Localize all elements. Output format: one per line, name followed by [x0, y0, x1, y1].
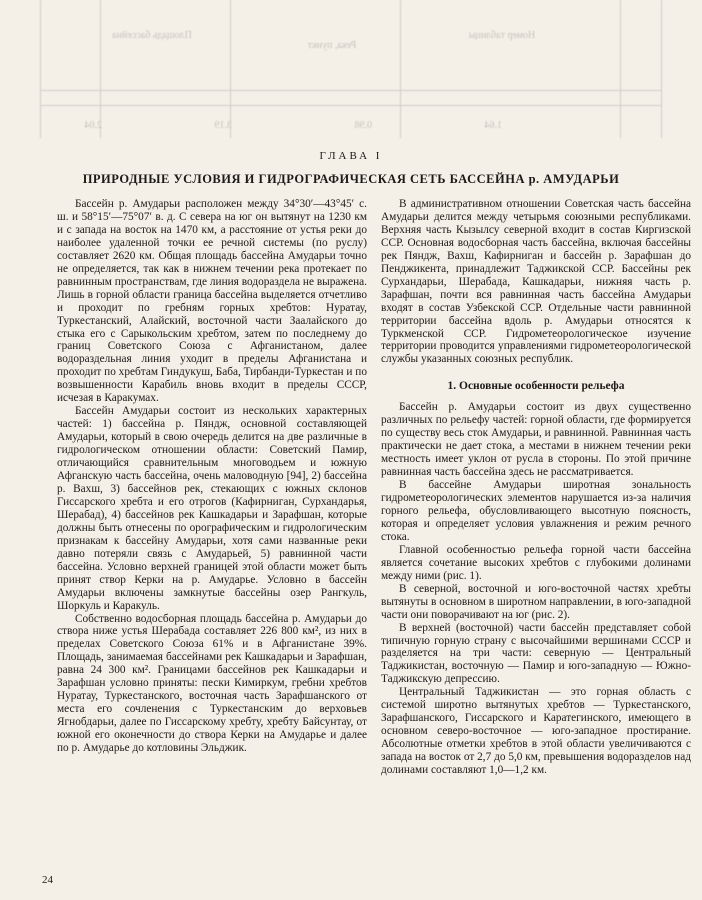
paragraph: В северной, восточной и юго-восточной частях хребты вытянуты в основном в широтном направлении, в юго-западной части они поворачивают на юг (рис. 2). [381, 582, 691, 621]
paragraph: Бассейн р. Амударьи состоит из двух существенно различных по рельефу частей: горной области, где формируется по существу весь сток Амударьи, и равнинной. Равнинная часть практически не дает стока, а местами в нижнем течении реки местность имеет уклон от русла в стороны. По этой причине равнинная часть бассейна здесь не рассматривается. [381, 401, 691, 479]
right-column [381, 198, 691, 777]
bleed-num: 3.19 [214, 120, 232, 131]
bleed-num: 2.04 [84, 120, 102, 131]
paragraph: Бассейн Амударьи состоит из нескольких характерных частей: 1) бассейна р. Пяндж, основной составляющей Амударьи, который в свою очередь делится на две различные в гидрологическом отношении области: Советский Памир, отличающийся сравнительным многоводьем и южную Афганскую часть бассейна, очень маловодную [94], 2) бассейна р. Вахш, 3) бассейнов рек, стекающих с южных склонов Гиссарского хребта и его отрогов (Кафирниган, Сурхандарья, Шерабад), 4) бассейнов рек Кашкадарьи и Зарафшан, которые должны быть отнесены по орографическим и гидрологическим признакам к бассейну Амударьи, хотя сами названные реки давно потеряли связь с Амударьей, 5) равнинной части бассейна. Условно верхней границей этой области может быть принят створ Керки на р. Амударье. Условно в бассейн Амударьи включены замкнутые бассейны озер Рангкуль, Шоркуль и Каракуль. [57, 405, 367, 612]
bleed-text: Река, пункт [307, 40, 357, 51]
paragraph: В административном отношении Советская часть бассейна Амударьи делится между четырьмя союзными республиками. Верхняя часть Кызылсу северной входит в состав Киргизской ССР. Основная водосборная часть бассейна, включая бассейны рек Пяндж, Вахш, Кафирниган и бассейн р. Зарафшан до Пенджикента, принадлежит Таджикской ССР. Бассейны рек Сурхандарьи, Шерабада, Кашкадарьи, нижняя часть р. Зарафшан, почти вся равнинная часть бассейна Амударьи входят в состав Узбекской ССР. Отдельные части равнинной территории бассейна вдоль р. Амударьи относятся к Туркменской ССР. Гидрометеорологическое изучение территории проводится управлениями гидрометеорологической службы указанных союзных республик. [381, 198, 691, 366]
paragraph: Главной особенностью рельефа горной части бассейна является сочетание высоких хребтов с глубокими долинами между ними (рис. 1). [381, 543, 691, 582]
paragraph: Центральный Таджикистан — это горная область с системой широтно вытянутых хребтов — Туркестанского, Зарафшанского, Гиссарского и Каратегинского, имеющего в основном северо-восточное — юго-западное простирание. Абсолютные отметки хребтов в этой области увеличиваются с запада на восток от 2,7 до 5,0 км, превышения водоразделов над долинами составляют 1,0—1,2 км. [381, 686, 691, 777]
left-column [57, 198, 367, 755]
paragraph: Бассейн р. Амударьи расположен между 34°30′—43°45′ с. ш. и 58°15′—75°07′ в. д. С севера на юг он вытянут на 1230 км и с запада на восток на 1470 км, а расстояние от устья реки до наиболее удаленной точки ее речной системы (по руслу) составляет 2620 км. Общая площадь бассейна Амударьи точно не определяется, так как в нижнем течении река протекает по равнинным пространствам, где линия водораздела не выражена. Лишь в горной области граница бассейна выделяется отчетливо и проходит по гребням горных хребтов: Нуратау, Туркестанский, Алайский, восточной части Заалайского до стыка его с Сарыкольским хребтом, затем по последнему до границ Советского Союза с Афганистаном, далее водораздельная линия уходит в пределы Афганистана и проходит по хребтам Гиндукуш, Баба, Тирбанди-Туркестан и по возвышенности Карабиль вновь входит в пределы СССР, исчезая в Каракумах. [57, 198, 367, 405]
chapter-title: ПРИРОДНЫЕ УСЛОВИЯ И ГИДРОГРАФИЧЕСКАЯ СЕТЬ БАССЕЙНА р. АМУДАРЬИ [82, 172, 620, 186]
bleed-num: 0.98 [354, 120, 372, 131]
chapter-label: ГЛАВА I [319, 150, 383, 162]
section-heading: 1. Основные особенности рельефа [447, 380, 625, 393]
paragraph: Собственно водосборная площадь бассейна р. Амударьи до створа ниже устья Шерабада составляет 226 800 км², из них в пределах Советского Союза 61% и в Афганистане 39%. Площадь, занимаемая бассейнами рек Кашкадарьи и Зарафшан, равна 24 300 км². Границами бассейнов рек Кашкадарьи и Зарафшан условно приняты: пески Кимиркум, гребни хребтов Нуратау, Туркестанского, восточная часть Зарафшанского от места его сочленения с Туркестанским до верховьев Ягнобдарьи, далее по Гиссарскому хребту, хребту Байсунтау, от южной его оконечности до створа Керки на Амударье и далее по р. Амударье до котловины Эльджик. [57, 612, 367, 755]
bleed-num: 1.64 [484, 120, 502, 131]
bleed-text: Площадь бассейна [112, 30, 192, 41]
bleed-text: Номер таблицы [468, 30, 536, 41]
page-number: 24 [42, 874, 53, 886]
paragraph: В верхней (восточной) части бассейн представляет собой типичную горную страну с высочайшими вершинами СССР и разделяется на три части: северную — Центральный Таджикистан, восточную — Памир и юго-западную — Южно-Таджикскую депрессию. [381, 621, 691, 686]
paragraph: В бассейне Амударьи широтная зональность гидрометеорологических элементов нарушается из-за наличия горного рельефа, обусловливающего высотную поясность, которая и определяет условия увлажнения и режим речного стока. [381, 479, 691, 543]
